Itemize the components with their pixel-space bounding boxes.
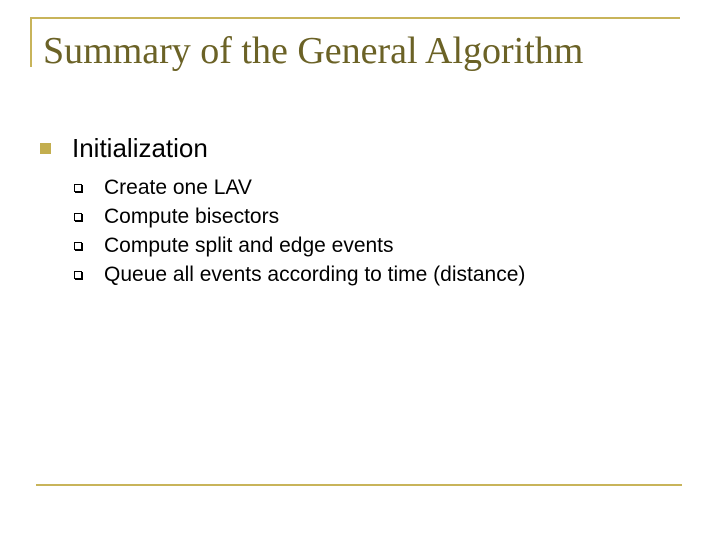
- sub-bullet-text: Compute bisectors: [104, 204, 280, 228]
- sub-bullet-item: [74, 173, 525, 202]
- sub-bullet-item: [74, 202, 525, 231]
- sub-bullet-text: Create one LAV: [104, 175, 252, 199]
- sub-bullet-text: Queue all events according to time (distance): [104, 262, 526, 286]
- square-bullet-icon: [40, 143, 51, 154]
- hollow-square-bullet-icon: [74, 213, 82, 221]
- bottom-rule: [36, 484, 682, 486]
- sub-bullet-item: [74, 231, 525, 260]
- bullet-initialization: [40, 130, 208, 166]
- bullet-text: Initialization: [72, 132, 208, 163]
- sub-bullet-item: [74, 260, 525, 289]
- slide-title: Summary of the General Algorithm: [43, 30, 584, 72]
- sub-bullet-text: Compute split and edge events: [104, 233, 394, 257]
- top-rule: [30, 17, 680, 19]
- sub-bullet-list: [74, 173, 525, 289]
- left-rule: [30, 17, 32, 67]
- hollow-square-bullet-icon: [74, 271, 82, 279]
- hollow-square-bullet-icon: [74, 242, 82, 250]
- hollow-square-bullet-icon: [74, 184, 82, 192]
